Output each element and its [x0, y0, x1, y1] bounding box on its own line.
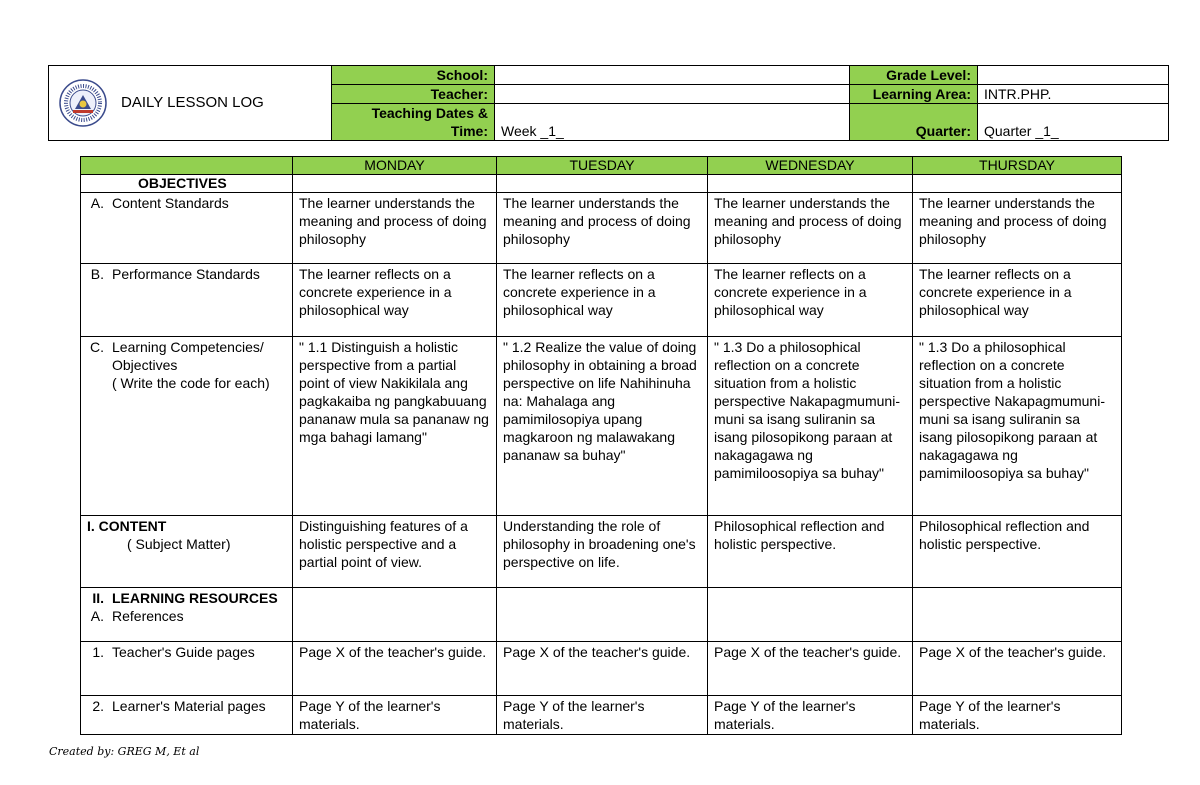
performance-standards-row	[81, 264, 1122, 337]
teachers-guide-label-cell	[81, 642, 293, 696]
learning-area-label: Learning Area:	[850, 85, 978, 104]
learning-resources-thursday[interactable]	[913, 588, 1122, 642]
learners-material-label-cell	[81, 696, 293, 735]
objectives-cell-monday[interactable]	[293, 175, 497, 193]
learning-resources-row	[81, 588, 1122, 642]
teachers-guide-row	[81, 642, 1122, 696]
objectives-cell-wednesday[interactable]	[708, 175, 913, 193]
logo-title-cell	[49, 66, 332, 141]
competencies-monday[interactable]: " 1.1 Distinguish a holistic perspective from a partial point of view Nakikilala ang pagkakaiba ng pangkabuuang pananaw mula sa pananaw ng mga bahagi lamang"	[293, 337, 497, 516]
competencies-label-cell	[81, 337, 293, 516]
objectives-row	[81, 175, 1122, 193]
competencies-tuesday[interactable]: " 1.2 Realize the value of doing philosophy in obtaining a broad perspective on life Nahihinuha na: Mahalaga ang pamimilosopiya upang magkaroon ng malawakang pananaw sa buhay"	[497, 337, 708, 516]
row-sublabel: References	[112, 608, 184, 624]
row-number: II.	[92, 590, 104, 606]
objectives-cell-tuesday[interactable]	[497, 175, 708, 193]
teacher-label: Teacher:	[332, 85, 495, 104]
learning-area-field[interactable]: INTR.PHP.	[978, 85, 1169, 104]
objectives-cell-thursday[interactable]	[913, 175, 1122, 193]
row-note: ( Write the code for each)	[112, 375, 270, 391]
row-number: B.	[90, 266, 104, 282]
competencies-row	[81, 337, 1122, 516]
content-thursday[interactable]: Philosophical reflection and holistic perspective.	[913, 516, 1122, 588]
content-sublabel: ( Subject Matter)	[127, 536, 231, 552]
learning-resources-monday[interactable]	[293, 588, 497, 642]
row-label: Content Standards	[112, 195, 229, 211]
day-header-thursday: THURSDAY	[913, 157, 1122, 175]
day-header-row	[81, 157, 1122, 175]
learners-material-thursday[interactable]: Page Y of the learner's materials.	[913, 696, 1122, 735]
row-label: Performance Standards	[112, 266, 260, 282]
teachers-guide-monday[interactable]: Page X of the teacher's guide.	[293, 642, 497, 696]
school-label: School:	[332, 66, 495, 85]
learning-resources-label-cell	[81, 588, 293, 642]
teachers-guide-thursday[interactable]: Page X of the teacher's guide.	[913, 642, 1122, 696]
grade-level-field[interactable]	[978, 66, 1169, 85]
row-number: 2.	[92, 698, 104, 714]
row-label: Learning Competencies/ Objectives	[112, 339, 264, 373]
content-row	[81, 516, 1122, 588]
learners-material-wednesday[interactable]: Page Y of the learner's materials.	[708, 696, 913, 735]
performance-standards-tuesday[interactable]: The learner reflects on a concrete experience in a philosophical way	[497, 264, 708, 337]
row-number: C.	[90, 339, 104, 355]
row-label: Learner's Material pages	[112, 698, 266, 714]
content-tuesday[interactable]: Understanding the role of philosophy in broadening one's perspective on life.	[497, 516, 708, 588]
content-monday[interactable]: Distinguishing features of a holistic perspective and a partial point of view.	[293, 516, 497, 588]
grade-level-label: Grade Level:	[850, 66, 978, 85]
teaching-dates-field[interactable]: Week _1_	[495, 104, 850, 141]
objectives-label: OBJECTIVES	[138, 175, 227, 191]
learners-material-tuesday[interactable]: Page Y of the learner's materials.	[497, 696, 708, 735]
learners-material-monday[interactable]: Page Y of the learner's materials.	[293, 696, 497, 735]
footer-credit: Created by: GREG M, Et al	[49, 745, 200, 758]
teachers-guide-tuesday[interactable]: Page X of the teacher's guide.	[497, 642, 708, 696]
competencies-wednesday[interactable]: " 1.3 Do a philosophical reflection on a concrete situation from a holistic perspective Nakapagmumuni-muni sa isang suliranin sa isang pilosopikong paraan at nakagagawa ng pamimiloosopiya sa buhay"	[708, 337, 913, 516]
teaching-dates-label-1: Teaching Dates &	[332, 104, 495, 123]
day-header-monday: MONDAY	[293, 157, 497, 175]
row-number: 1.	[92, 644, 104, 660]
content-wednesday[interactable]: Philosophical reflection and holistic perspective.	[708, 516, 913, 588]
row-label: LEARNING RESOURCES	[112, 590, 278, 606]
content-standards-label-cell	[81, 193, 293, 264]
performance-standards-thursday[interactable]: The learner reflects on a concrete experience in a philosophical way	[913, 264, 1122, 337]
content-standards-wednesday[interactable]: The learner understands the meaning and process of doing philosophy	[708, 193, 913, 264]
school-field[interactable]	[495, 66, 850, 85]
header-table	[48, 65, 1169, 141]
row-label: Teacher's Guide pages	[112, 644, 255, 660]
learning-resources-wednesday[interactable]	[708, 588, 913, 642]
content-label: I. CONTENT	[87, 518, 167, 534]
teaching-dates-label-2: Time:	[332, 122, 495, 141]
performance-standards-monday[interactable]: The learner reflects on a concrete experience in a philosophical way	[293, 264, 497, 337]
learning-resources-tuesday[interactable]	[497, 588, 708, 642]
performance-standards-label-cell	[81, 264, 293, 337]
quarter-field[interactable]: Quarter _1_	[978, 104, 1169, 141]
quarter-label: Quarter:	[850, 104, 978, 141]
row-number: A.	[90, 195, 104, 211]
content-standards-monday[interactable]: The learner understands the meaning and process of doing philosophy	[293, 193, 497, 264]
performance-standards-wednesday[interactable]: The learner reflects on a concrete experience in a philosophical way	[708, 264, 913, 337]
deped-seal-icon	[59, 79, 107, 127]
content-label-cell	[81, 516, 293, 588]
day-header-blank	[81, 157, 293, 175]
competencies-thursday[interactable]: " 1.3 Do a philosophical reflection on a concrete situation from a holistic perspective Nakapagmumuni-muni sa isang suliranin sa isang pilosopikong paraan at nakagagawa ng pamimiloosopiya sa buhay"	[913, 337, 1122, 516]
day-header-tuesday: TUESDAY	[497, 157, 708, 175]
teacher-field[interactable]	[495, 85, 850, 104]
learners-material-row	[81, 696, 1122, 735]
lesson-log-table	[80, 156, 1122, 735]
document-title: DAILY LESSON LOG	[121, 94, 264, 111]
row-subnumber: A.	[90, 608, 104, 624]
objectives-heading	[81, 175, 293, 193]
content-standards-row	[81, 193, 1122, 264]
content-standards-thursday[interactable]: The learner understands the meaning and process of doing philosophy	[913, 193, 1122, 264]
teachers-guide-wednesday[interactable]: Page X of the teacher's guide.	[708, 642, 913, 696]
content-standards-tuesday[interactable]: The learner understands the meaning and process of doing philosophy	[497, 193, 708, 264]
day-header-wednesday: WEDNESDAY	[708, 157, 913, 175]
